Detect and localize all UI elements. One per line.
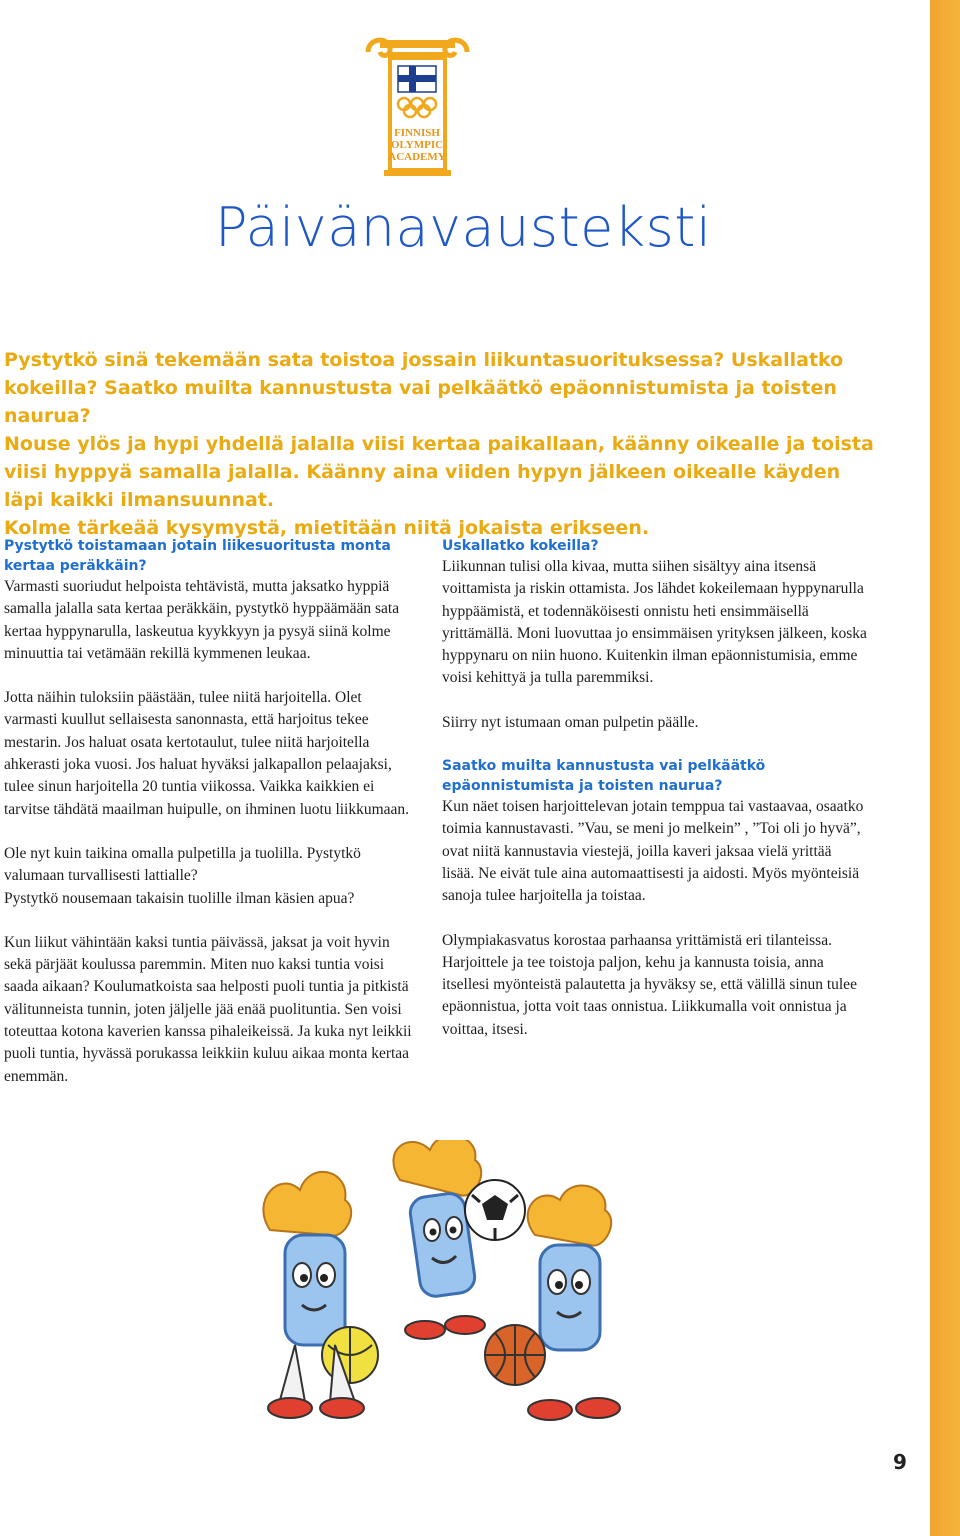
intro-paragraph-1: Pystytkö sinä tekemään sata toistoa jossain liikuntasuorituksessa? Uskallatko kokeilla? Saatko muilta kannustusta vai pelkäätkö epäonnistumista ja toisten naurua? <box>4 349 844 427</box>
intro-block <box>4 346 884 542</box>
left-heading: Pystytkö toistamaan jotain liikesuoritusta monta kertaa peräkkäin? <box>4 538 391 574</box>
left-paragraph-4: Pystytkö nousemaan takaisin tuolille ilman käsien apua? <box>4 889 355 907</box>
intro-paragraph-3: Kolme tärkeää kysymystä, mietitään niitä jokaista erikseen. <box>4 517 650 539</box>
left-paragraph-1: Varmasti suoriudut helpoista tehtävistä, mutta jaksatko hyppiä samalla jalalla sata kertaa peräkkäin, pystytkö hyppäämään sata kertaa hyppynarulla, laskeutua kyykkyyn ja pysyä siinä kolme minuuttia tai vetämään rekillä kymmenen leukaa. <box>4 578 400 662</box>
right-column <box>442 536 867 1041</box>
intro-paragraph-2: Nouse ylös ja hypi yhdellä jalalla viisi kertaa paikallaan, käänny oikealle ja toista viisi hyppyä samalla jalalla. Käänny aina viiden hypyn jälkeen oikealle käyden läpi kaikki ilmansuunnat. <box>4 433 874 511</box>
logo-text-2: OLYMPIC <box>390 139 444 151</box>
right-paragraph-2: Siirry nyt istumaan oman pulpetin päälle. <box>442 713 699 731</box>
right-paragraph-4: Olympiakasvatus korostaa parhaansa yrittämistä eri tilanteissa. Harjoittele ja tee toistoja paljon, kehu ja kannusta toisia, anna itsellesi myönteistä palautetta ja hyväksy se, että välillä sinun tulee epäonnistua, jotta voit taas onnistua. Liikkumalla voit onnistua ja voittaa, itsesi. <box>442 931 857 1038</box>
page-number: 9 <box>893 1450 907 1474</box>
left-paragraph-3: Ole nyt kuin taikina omalla pulpetilla ja tuolilla. Pystytkö valumaan turvallisesti lattialle? <box>4 844 361 885</box>
right-paragraph-3: Kun näet toisen harjoittelevan jotain temppua tai vastaavaa, osaatko toimia kannustavasti. ”Vau, se meni jo melkein” , ”Toi oli jo hyvä”, ovat niitä kannustavia viestejä, joilla kaveri jaksaa vielä yrittää lisää. Ne eivät tule aina automaattisesti ja aidosti. Myös myönteisiä sanoja tulee harjoitella ja toistaa. <box>442 798 864 905</box>
logo-text-3: ACADEMY <box>388 151 446 163</box>
right-heading-1: Uskallatko kokeilla? <box>442 538 599 554</box>
mascots-illustration <box>250 1140 630 1440</box>
finnish-olympic-academy-logo <box>360 30 475 180</box>
logo-text-1: FINNISH <box>394 127 440 139</box>
page-title: Päivänavausteksti <box>215 196 712 259</box>
side-accent-bar <box>930 0 960 1536</box>
mascot-left <box>263 1172 378 1418</box>
soccer-ball-icon <box>465 1180 525 1240</box>
right-heading-2: Saatko muilta kannustusta vai pelkäätkö epäonnistumista ja toisten naurua? <box>442 758 766 795</box>
mascot-middle <box>393 1140 485 1339</box>
left-paragraph-5: Kun liikut vähintään kaksi tuntia päivässä, jaksat ja voit hyvin sekä pärjäät koulussa paremmin. Miten nuo kaksi tuntia voisi saada aikaan? Koulumatkoista saa helposti puoli tuntia ja pitkistä välitunneista tunnin, joten jäljelle jää enää puolituntia. Sen voisi toteuttaa kotona kaverien kanssa pihaleikeissä. Ja kuka nyt leikkii puoli tuntia, hyvässä porukassa leikkiin kuluu aikaa monta kertaa enemmän. <box>4 933 412 1085</box>
left-paragraph-2: Jotta näihin tuloksiin päästään, tulee niitä harjoitella. Olet varmasti kuullut sellaisesta sanonnasta, että harjoitus tekee mestarin. Jos haluat osata kertotaulut, tulee niitä harjoitella ahkerasti joka vuosi. Jos haluat hyväksi jalkapallon pelaajaksi, tulee sinun harjoitella 20 tuntia viikossa. Vaikka kaikkien ei tarvitse tähdätä maailman huipulle, on ihminen luotu liikkumaan. <box>4 689 410 818</box>
left-column <box>4 536 414 1088</box>
right-paragraph-1: Liikunnan tulisi olla kivaa, mutta siihen sisältyy aina itsensä voittamista ja riskin ottamista. Jos lähdet kokeilemaan hyppynarulla hyppäämistä, et todennäköisesti onnistu heti ensimmäisellä yrittämällä. Moni luovuttaa jo ensimmäisen yrityksen jälkeen, koska hyppynaru on niin huono. Kuitenkin ilman epäonnistumisia, emme voisi kehittyä ja tulla paremmiksi. <box>442 558 867 687</box>
